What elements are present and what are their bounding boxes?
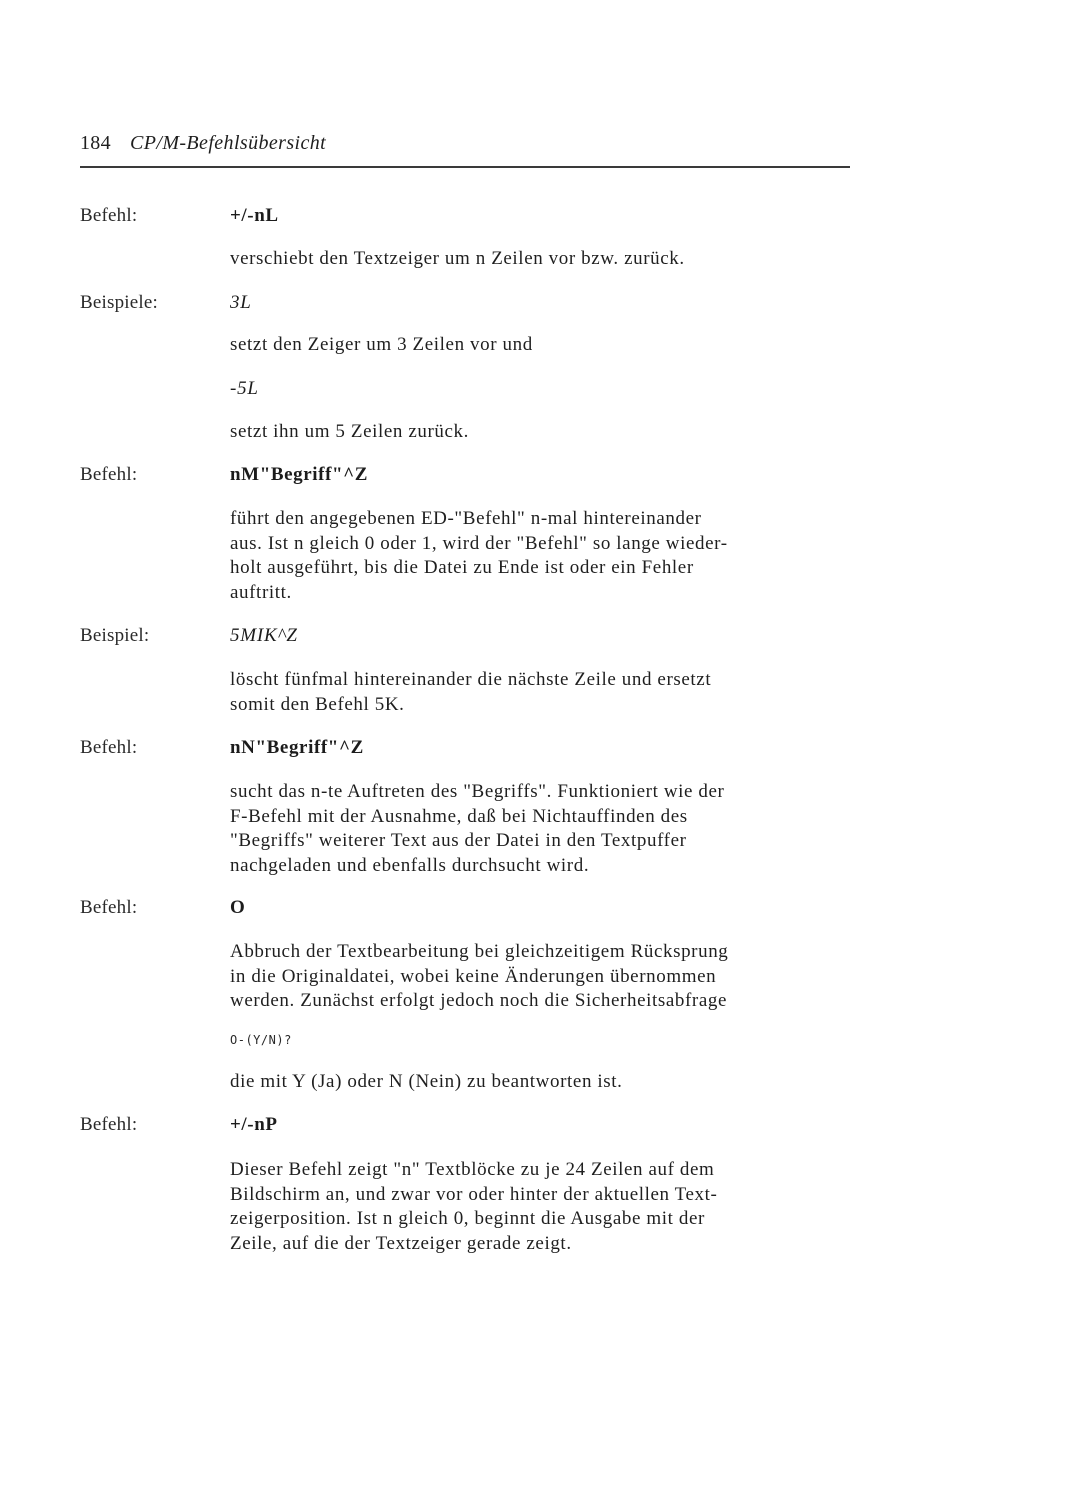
command-description	[230, 940, 850, 1014]
command-name: +/-nP	[230, 1114, 278, 1135]
description-line: Abbruch der Textbearbeitung bei gleichzeitigem Rücksprung	[230, 941, 729, 962]
description-line: löscht fünfmal hintereinander die nächste Zeile und ersetzt	[230, 669, 712, 690]
command-name: nN"Begriff"^Z	[230, 737, 364, 758]
example-command: 3L	[230, 292, 252, 313]
description-line: F-Befehl mit der Ausnahme, daß bei Nichtauffinden des	[230, 805, 688, 827]
command-description	[230, 507, 850, 606]
description-line: holt ausgeführt, bis die Datei zu Ende ist oder ein Fehler	[230, 557, 694, 579]
page-title: CP/M-Befehlsübersicht	[130, 132, 327, 154]
entry-label: Beispiel:	[80, 625, 150, 646]
description-line: zeigerposition. Ist n gleich 0, beginnt die Ausgabe mit der	[230, 1208, 705, 1230]
description-line: somit den Befehl 5K.	[230, 693, 405, 715]
command-description	[230, 1158, 850, 1257]
command-name: +/-nL	[230, 205, 279, 226]
example-command: -5L	[230, 378, 259, 399]
description-line: "Begriffs" weiterer Text aus der Datei in den Textpuffer	[230, 830, 687, 852]
description-line: sucht das n-te Auftreten des "Begriffs". Funktioniert wie der	[230, 781, 725, 802]
description-line: auftritt.	[230, 582, 292, 604]
description-line: verschiebt den Textzeiger um n Zeilen vor bzw. zurück.	[230, 248, 685, 269]
description-line: Zeile, auf die der Textzeiger gerade zeigt.	[230, 1233, 572, 1255]
description-line: werden. Zunächst erfolgt jedoch noch die Sicherheitsabfrage	[230, 990, 728, 1012]
example-command: 5MIK^Z	[230, 625, 298, 646]
entry-label: Befehl:	[80, 464, 138, 485]
page-header	[80, 130, 850, 168]
description-line: setzt ihn um 5 Zeilen zurück.	[230, 421, 469, 442]
description-line: nachgeladen und ebenfalls durchsucht wird.	[230, 855, 590, 877]
description-line: setzt den Zeiger um 3 Zeilen vor und	[230, 334, 533, 355]
command-description	[230, 780, 850, 879]
command-description	[230, 247, 850, 272]
description-line: Bildschirm an, und zwar vor oder hinter der aktuellen Text-	[230, 1183, 718, 1205]
page-number: 184	[80, 132, 111, 154]
description-line: aus. Ist n gleich 0 oder 1, wird der "Befehl" so lange wieder-	[230, 532, 728, 554]
entry-label: Befehl:	[80, 205, 138, 226]
example-description	[230, 668, 850, 717]
description-line: die mit Y (Ja) oder N (Nein) zu beantworten ist.	[230, 1071, 623, 1092]
entry-label: Befehl:	[80, 1114, 138, 1135]
description-line: in die Originaldatei, wobei keine Änderungen übernommen	[230, 965, 717, 987]
example-description	[230, 333, 850, 358]
command-name: nM"Begriff"^Z	[230, 464, 369, 485]
description-line: Dieser Befehl zeigt "n" Textblöcke zu je 24 Zeilen auf dem	[230, 1159, 715, 1180]
entry-label: Befehl:	[80, 897, 138, 918]
entry-label: Befehl:	[80, 737, 138, 758]
entry-label: Beispiele:	[80, 292, 158, 313]
description-line: führt den angegebenen ED-"Befehl" n-mal hintereinander	[230, 508, 702, 529]
example-description	[230, 420, 850, 445]
confirmation-prompt: O-(Y/N)?	[230, 1033, 292, 1047]
command-name: O	[230, 897, 246, 918]
prompt-description	[230, 1070, 850, 1095]
